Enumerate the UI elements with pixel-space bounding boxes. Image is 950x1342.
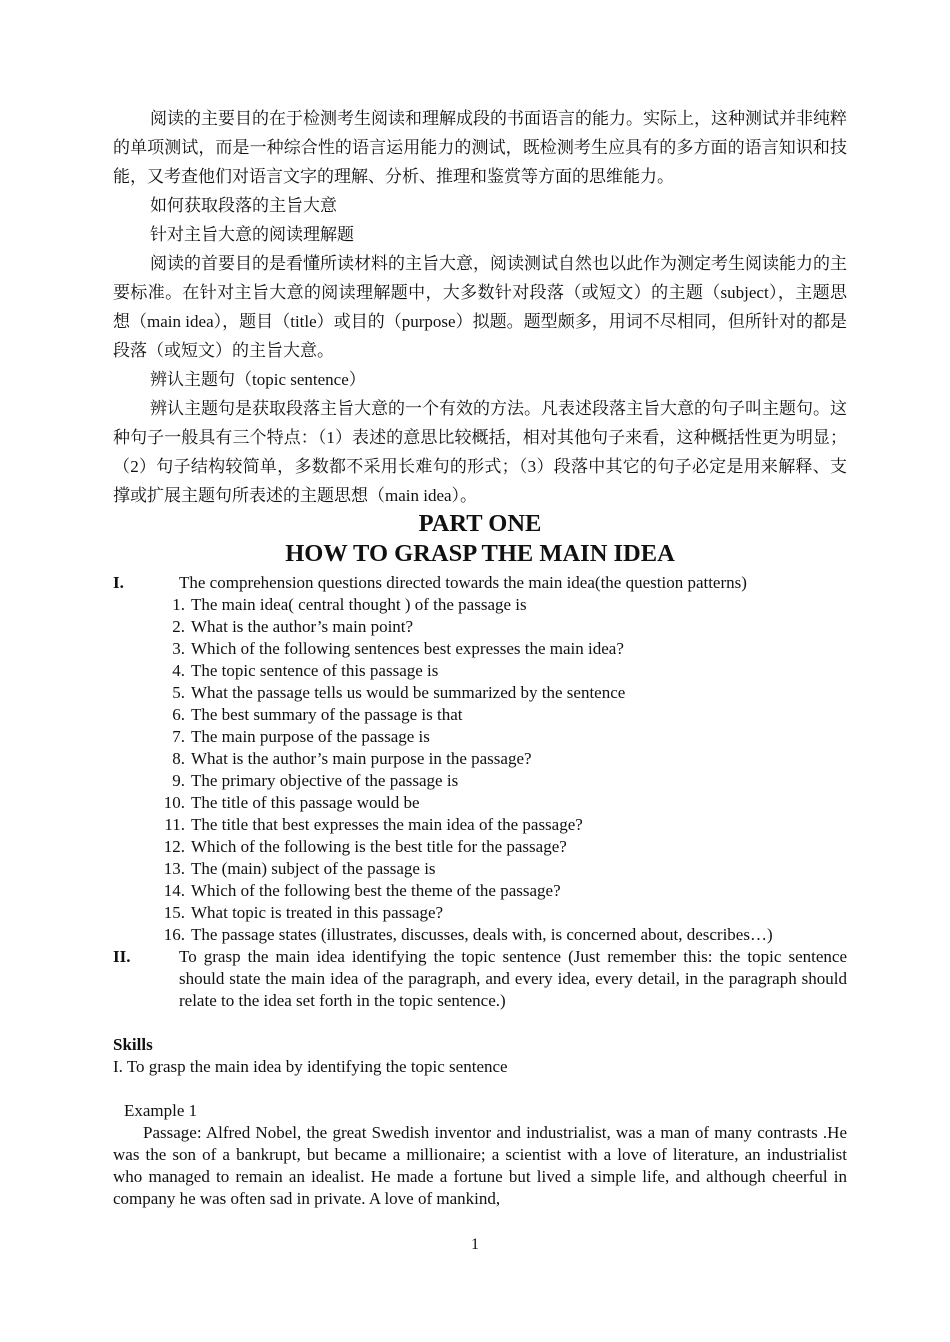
page-number: 1: [471, 1236, 479, 1253]
item-text: The primary objective of the passage is: [191, 771, 459, 790]
list-item: [113, 704, 847, 726]
item-number: 12.: [163, 837, 185, 856]
item-number: 11.: [164, 815, 185, 834]
item-text: What topic is treated in this passage?: [191, 903, 444, 922]
list-item: [113, 594, 847, 616]
item-number: 1.: [172, 595, 185, 614]
section-one-text: The comprehension questions directed towards the main idea(the question patterns): [179, 573, 747, 592]
item-number: 5.: [172, 683, 185, 702]
list-item: [113, 726, 847, 748]
item-text: The best summary of the passage is that: [191, 705, 463, 724]
list-item: [113, 792, 847, 814]
item-number: 8.: [172, 749, 185, 768]
list-item: [113, 858, 847, 880]
item-number: 4.: [172, 661, 185, 680]
list-item: [113, 616, 847, 638]
item-number: 3.: [172, 639, 185, 658]
intro-heading-2: 针对主旨大意的阅读理解题: [150, 225, 354, 244]
skills-title: Skills: [113, 1035, 153, 1054]
item-number: 15.: [163, 903, 185, 922]
intro-paragraph-1: 阅读的主要目的在于检测考生阅读和理解成段的书面语言的能力。实际上，这种测试并非纯粹的单项测试，而是一种综合性的语言运用能力的测试，既检测考生应具有的多方面的语言知识和技能，又考查他们对语言文字的理解、分析、推理和鉴赏等方面的思维能力。: [113, 109, 847, 186]
item-text: The topic sentence of this passage is: [191, 661, 439, 680]
question-pattern-list: [113, 594, 847, 946]
item-number: 9.: [172, 771, 185, 790]
item-text: The title of this passage would be: [191, 793, 420, 812]
item-text: Which of the following best the theme of the passage?: [191, 881, 561, 900]
list-item: [113, 902, 847, 924]
list-item: [113, 660, 847, 682]
item-text: The title that best expresses the main idea of the passage?: [191, 815, 583, 834]
intro-paragraph-3: 辨认主题句是获取段落主旨大意的一个有效的方法。凡表述段落主旨大意的句子叫主题句。这种句子一般具有三个特点：（1）表述的意思比较概括，相对其他句子来看，这种概括性更为明显；（2）句子结构较简单，多数都不采用长难句的形式；（3）段落中其它的句子必定是用来解释、支撑或扩展主题句所表述的主题思想（main idea）。: [113, 399, 847, 505]
item-number: 13.: [163, 859, 185, 878]
item-number: 10.: [163, 793, 185, 812]
item-text: Which of the following sentences best expresses the main idea?: [191, 639, 624, 658]
item-text: What is the author’s main point?: [191, 617, 414, 636]
section-two-text: To grasp the main idea identifying the topic sentence (Just remember this: the topic sentence should state the main idea of the paragraph, and every idea, every detail, in the paragraph should relate to the idea set forth in the topic sentence.): [179, 947, 847, 1010]
section-one-number: I.: [113, 573, 124, 592]
part-title: PART ONE: [418, 510, 542, 537]
item-number: 14.: [163, 881, 185, 900]
item-number: 16.: [163, 925, 185, 944]
item-text: What the passage tells us would be summarized by the sentence: [191, 683, 626, 702]
item-number: 2.: [172, 617, 185, 636]
document-page: [113, 104, 847, 1210]
skills-line: I. To grasp the main idea by identifying the topic sentence: [113, 1057, 508, 1076]
list-item: [113, 638, 847, 660]
list-item: [113, 814, 847, 836]
list-item: [113, 770, 847, 792]
item-number: 7.: [172, 727, 185, 746]
example-passage: Passage: Alfred Nobel, the great Swedish inventor and industrialist, was a man of many contrasts .He was the son of a bankrupt, but became a millionaire; a scientist with a love of literature, an industrialist who managed to remain an idealist. He made a fortune but lived a simple life, and although cheerful in company he was often sad in private. A love of mankind,: [113, 1123, 847, 1208]
intro-heading-3: 辨认主题句（topic sentence）: [150, 370, 366, 389]
example-label: Example 1: [124, 1101, 198, 1120]
item-text: The passage states (illustrates, discusses, deals with, is concerned about, describes…): [191, 925, 773, 944]
section-two: [113, 946, 847, 1012]
list-item: [113, 924, 847, 946]
list-item: [113, 880, 847, 902]
item-text: The main idea( central thought ) of the passage is: [191, 595, 527, 614]
intro-heading-1: 如何获取段落的主旨大意: [150, 196, 337, 215]
item-text: The main purpose of the passage is: [191, 727, 430, 746]
item-text: The (main) subject of the passage is: [191, 859, 436, 878]
list-item: [113, 682, 847, 704]
section-two-number: II.: [113, 947, 131, 966]
intro-paragraph-2: 阅读的首要目的是看懂所读材料的主旨大意，阅读测试自然也以此作为测定考生阅读能力的主要标准。在针对主旨大意的阅读理解题中，大多数针对段落（或短文）的主题（subject），主题思想（main idea），题目（title）或目的（purpose）拟题。题型颇多，用词不尽相同，但所针对的都是段落（或短文）的主旨大意。: [113, 254, 847, 360]
item-number: 6.: [172, 705, 185, 724]
item-text: Which of the following is the best title for the passage?: [191, 837, 567, 856]
list-item: [113, 836, 847, 858]
item-text: What is the author’s main purpose in the passage?: [191, 749, 532, 768]
section-one: [113, 572, 847, 594]
list-item: [113, 748, 847, 770]
part-subtitle: HOW TO GRASP THE MAIN IDEA: [285, 540, 675, 567]
